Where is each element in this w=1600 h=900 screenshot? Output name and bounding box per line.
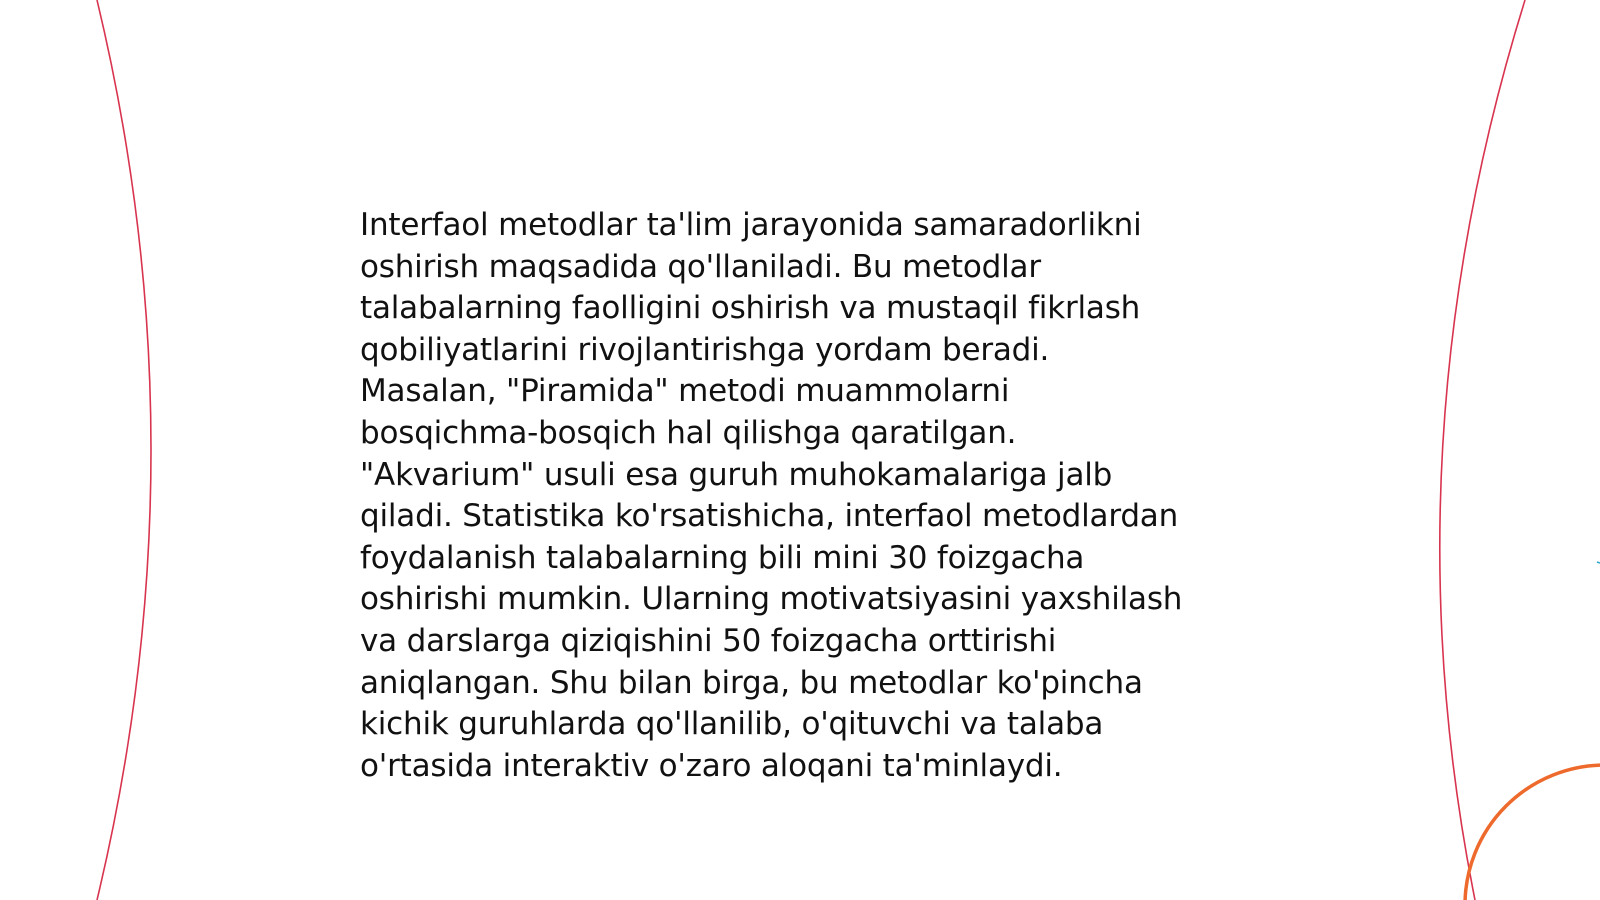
right-arc-line: [1440, 0, 1525, 900]
left-arc-line: [97, 0, 151, 900]
body-line: oshirish maqsadida qo'llaniladi. Bu metodlar: [360, 248, 1041, 285]
body-line: foydalanish talabalarning bili mini 30 foizgacha: [360, 539, 1085, 576]
body-line: bosqichma-bosqich hal qilishga qaratilgan.: [360, 414, 1017, 451]
body-line: qiladi. Statistika ko'rsatishicha, interfaol metodlardan: [360, 498, 1179, 535]
body-line: talabalarning faolligini oshirish va mustaqil fikrlash: [360, 290, 1141, 327]
body-line: o'rtasida interaktiv o'zaro aloqani ta'minlaydi.: [360, 747, 1063, 784]
body-line: oshirishi mumkin. Ularning motivatsiyasini yaxshilash: [360, 581, 1183, 618]
body-line: va darslarga qiziqishini 50 foizgacha orttirishi: [360, 622, 1057, 659]
corner-orange-circle: [1465, 765, 1600, 900]
body-line: Interfaol metodlar ta'lim jarayonida samaradorlikni: [360, 207, 1142, 243]
body-line: qobiliyatlarini rivojlantirishga yordam beradi.: [360, 331, 1050, 368]
body-line: Masalan, "Piramida" metodi muammolarni: [360, 373, 1010, 410]
body-line: aniqlangan. Shu bilan birga, bu metodlar ko'pincha: [360, 664, 1143, 701]
body-line: kichik guruhlarda qo'llanilib, o'qituvchi va talaba: [360, 706, 1104, 743]
body-line: "Akvarium" usuli esa guruh muhokamalariga jalb: [360, 456, 1113, 493]
body-paragraph: [360, 205, 1240, 787]
